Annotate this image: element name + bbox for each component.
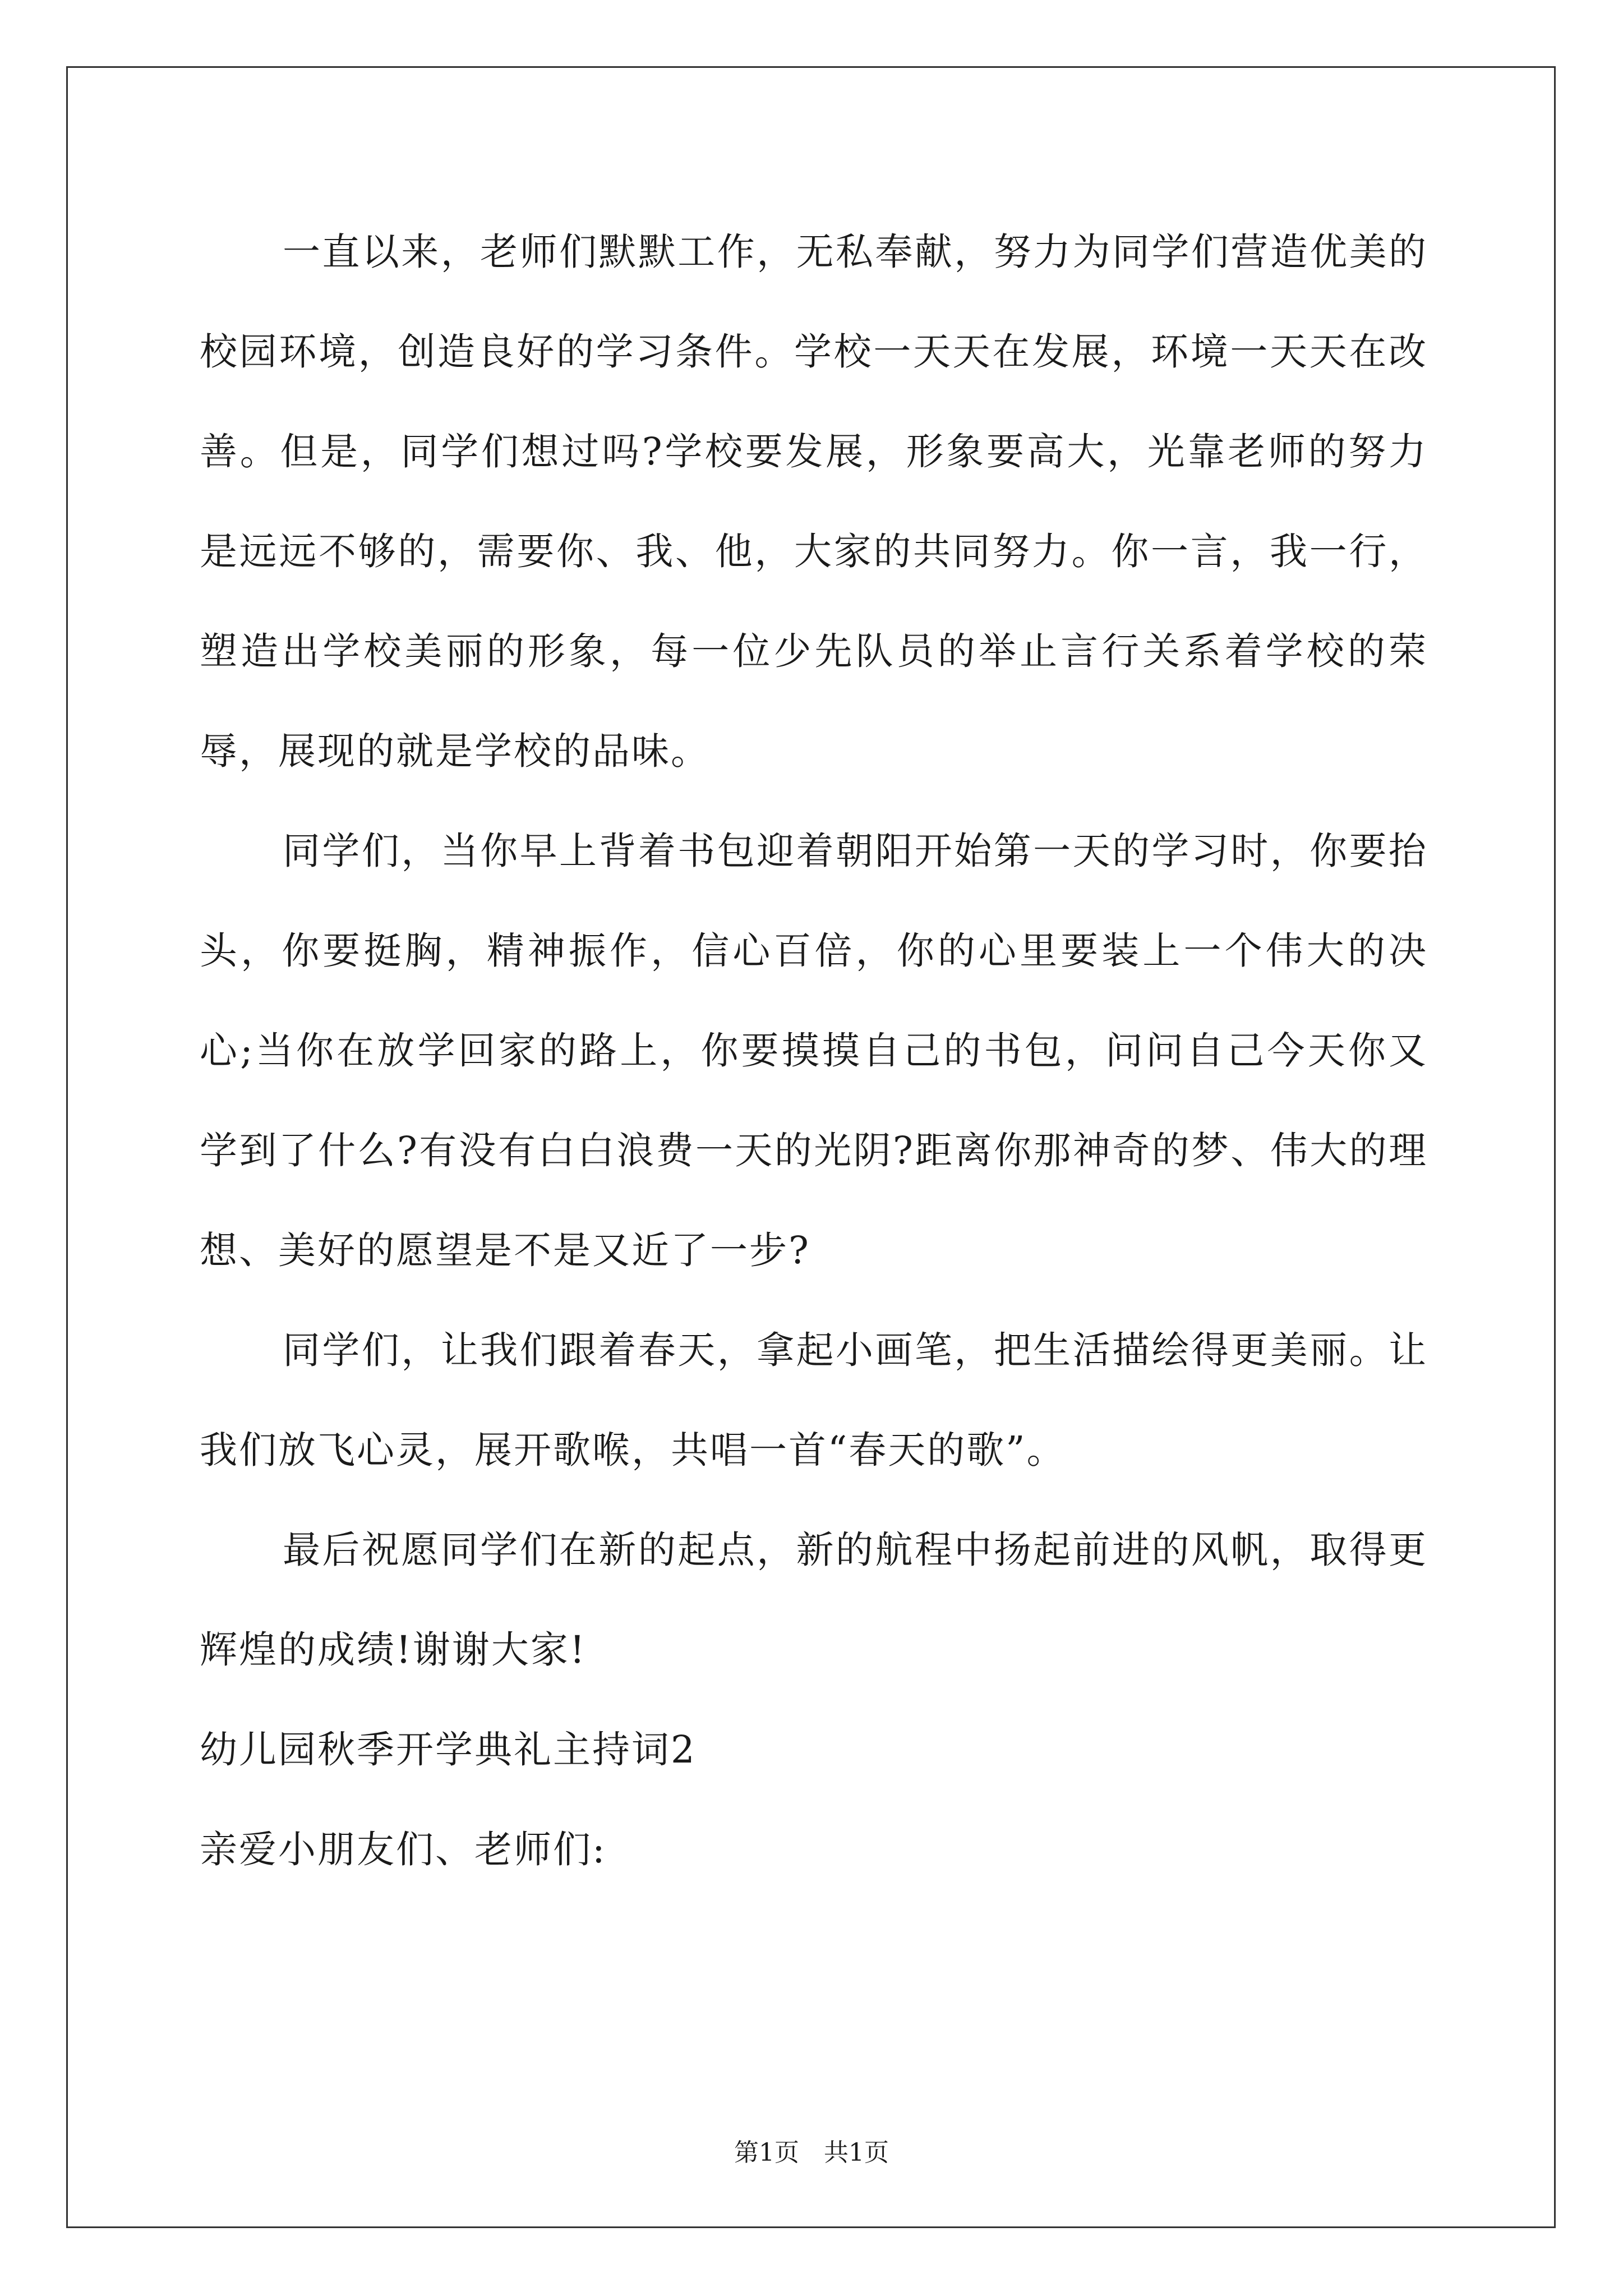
paragraph-1: 一直以来，老师们默默工作，无私奉献，努力为同学们营造优美的校园环境，创造良好的学习条件。学校一天天在发展，环境一天天在改善。但是，同学们想过吗?学校要发展，形象要高大，光靠老师的努力是远远不够的，需要你、我、他，大家的共同努力。你一言，我一行，塑造出学校美丽的形象，每一位少先队员的举止言行关系着学校的荣辱，展现的就是学校的品味。	[200, 230, 1428, 773]
paragraph-4: 最后祝愿同学们在新的起点，新的航程中扬起前进的风帆，取得更辉煌的成绩!谢谢大家!	[200, 1528, 1428, 1672]
paragraph-2: 同学们，当你早上背着书包迎着朝阳开始第一天的学习时，你要抬头，你要挺胸，精神振作，信心百倍，你的心里要装上一个伟大的决心;当你在放学回家的路上，你要摸摸自己的书包，问问自己今天你又学到了什么?有没有白白浪费一天的光阴?距离你那神奇的梦、伟大的理想、美好的愿望是不是又近了一步?	[200, 829, 1428, 1272]
paragraph-3: 同学们，让我们跟着春天，拿起小画笔，把生活描绘得更美丽。让我们放飞心灵，展开歌喉，共唱一首“春天的歌”。	[200, 1328, 1428, 1472]
page-number-footer: 第1页 共1页	[734, 2138, 889, 2167]
section-title: 幼儿园秋季开学典礼主持词2	[200, 1728, 697, 1772]
salutation: 亲爱小朋友们、老师们:	[200, 1828, 607, 1871]
document-body	[200, 202, 1428, 1899]
